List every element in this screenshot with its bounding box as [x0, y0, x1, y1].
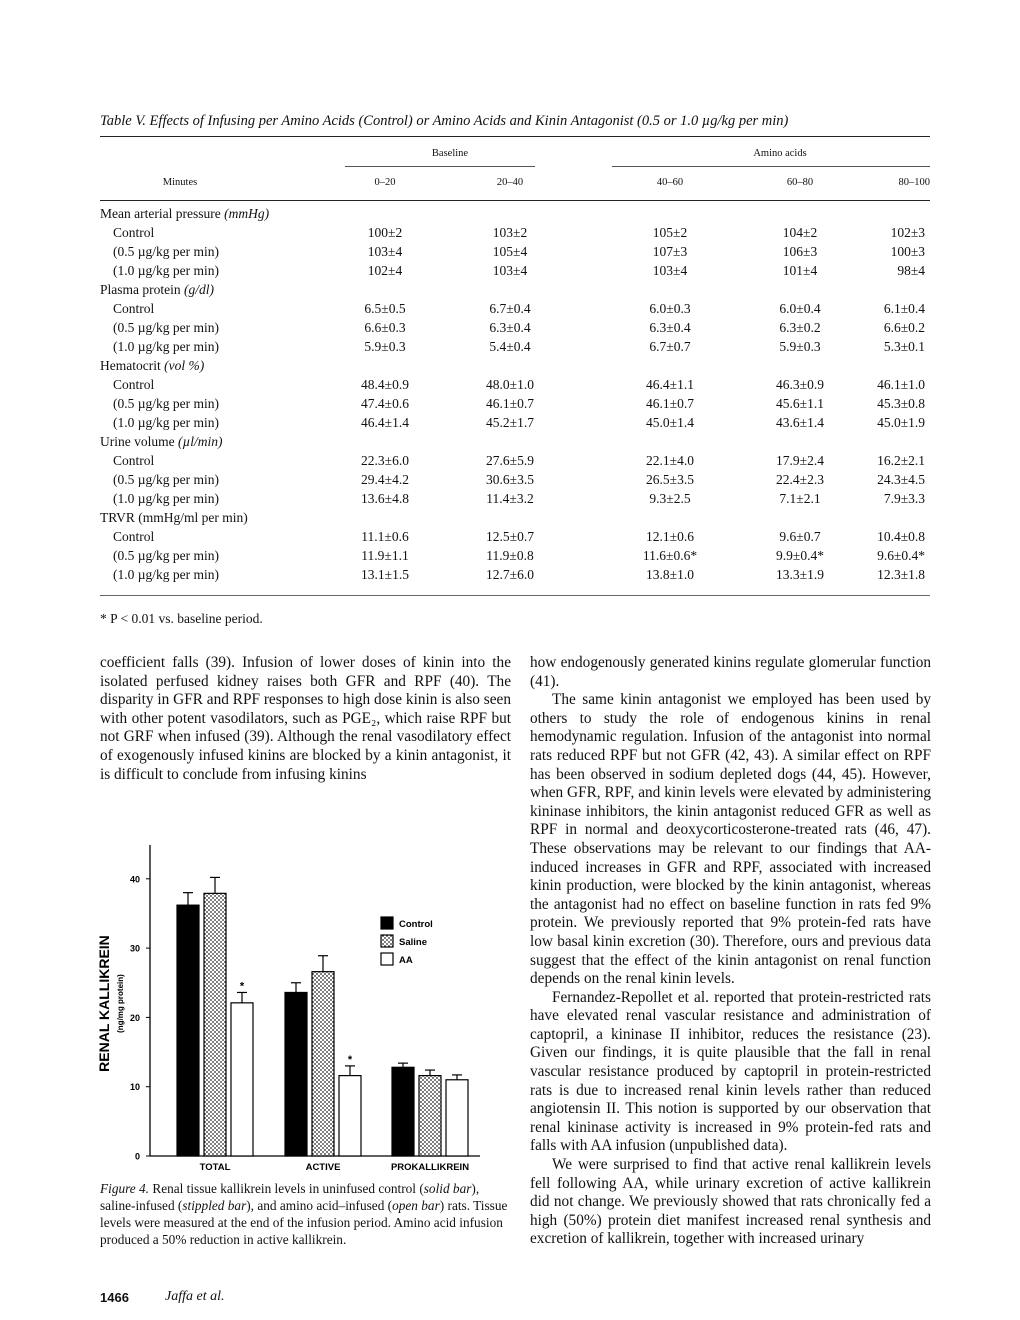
table-row: [100, 567, 930, 586]
table-cell: 43.6±1.4: [776, 415, 824, 430]
table-cell: 48.0±1.0: [486, 377, 534, 392]
table-cell: 5.9±0.3: [779, 339, 821, 354]
figure-label: Figure 4.: [100, 1181, 149, 1196]
row-label: Control: [113, 453, 155, 468]
y-tick-label: 20: [129, 1012, 140, 1023]
table-cell: 103±2: [492, 225, 528, 240]
table-cell: 6.3±0.4: [489, 320, 531, 335]
table-row: [100, 472, 930, 491]
table-cell: 103±4: [367, 244, 403, 259]
table-cell: 45.6±1.1: [776, 396, 824, 411]
table-section-header: [100, 206, 930, 225]
group-header-amino-acids: Amino acids: [753, 148, 807, 159]
table-cell: 46.1±0.7: [646, 396, 694, 411]
section-name: Urine volume: [100, 434, 175, 449]
column-header-minutes: Minutes: [162, 177, 198, 188]
table-cell: 17.9±2.4: [776, 453, 824, 468]
table-cell: 13.6±4.8: [361, 491, 409, 506]
table-row: [100, 529, 930, 548]
table-cell: 46.1±0.7: [486, 396, 534, 411]
table-row: [100, 396, 930, 415]
table-cell: 13.1±1.5: [361, 567, 409, 582]
left-column-text: [100, 654, 511, 784]
table-cell: 102±4: [367, 263, 403, 278]
table-row: [100, 263, 930, 282]
y-axis-label: RENAL KALLIKREIN: [96, 935, 112, 1072]
amino-acids-group-rule: [612, 166, 930, 167]
caption-fragment: solid bar: [423, 1181, 472, 1196]
significance-asterisk: *: [347, 1053, 353, 1066]
table-cell: 103±4: [652, 263, 688, 278]
section-name: TRVR (mmHg/ml per min): [100, 510, 248, 525]
significance-asterisk: *: [239, 980, 245, 993]
x-category-label: PROKALLIKREIN: [390, 1162, 470, 1173]
paragraph: The same kinin antagonist we employed has been used by others to study the role of endogenous kinins in renal hemodynamic regulation. Infusion of the antagonist into normal rats reduced RPF but not GFR (42, 43). A similar effect on RPF has been observed in sodium depleted dogs (44, 45). However, when GFR, RPF, and kinin levels were elevated by administering kininase inhibitors, the kinin antagonist reduced GFR as well as RPF in normal and deoxycorticosterone-treated rats (46, 47). These observations may be relevant to our findings that AA-induced increases in GFR and RPF, associated with increased kinin production, were blocked by the kinin antagonist, whereas the antagonist had no effect on baseline function in rats fed 9% protein. We previously reported that 9% protein-fed rats have low basal kinin excretion (30). Therefore, ours and previous data suggest that the effect of the kinin antagonist on renal function depends on the renal kinin levels.: [530, 691, 931, 988]
table-cell: 98±4: [897, 263, 925, 278]
table-cell: 105±2: [652, 225, 688, 240]
row-label: (1.0 µg/kg per min): [113, 491, 220, 506]
table-cell: 5.3±0.1: [883, 339, 925, 354]
column-header: 80–100: [898, 177, 930, 188]
table-row: [100, 301, 930, 320]
table-cell: 11.9±1.1: [361, 548, 409, 563]
table-cell: 30.6±3.5: [486, 472, 534, 487]
section-label: [100, 510, 248, 526]
table-cell: 11.9±0.8: [486, 548, 534, 563]
table-row: [100, 548, 930, 567]
table-cell: 29.4±4.2: [361, 472, 409, 487]
caption-fragment: ), saline-infused (: [100, 1181, 480, 1213]
row-label: (1.0 µg/kg per min): [113, 263, 220, 278]
section-label: [100, 206, 269, 222]
right-column-text: [530, 654, 931, 1249]
table-cell: 7.9±3.3: [883, 491, 925, 506]
table-cell: 100±2: [367, 225, 403, 240]
legend-swatch-control: [381, 917, 393, 929]
group-header-baseline: Baseline: [431, 148, 469, 159]
section-unit: (g/dl): [184, 282, 214, 297]
table-cell: 6.5±0.5: [364, 301, 406, 316]
table-cell: 9.3±2.5: [649, 491, 691, 506]
table-cell: 6.3±0.4: [649, 320, 691, 335]
table-cell: 10.4±0.8: [877, 529, 925, 544]
table-cell: 12.1±0.6: [646, 529, 694, 544]
table-cell: 13.8±1.0: [646, 567, 694, 582]
table-row: [100, 225, 930, 244]
caption-fragment: Renal tissue kallikrein levels in uninfused control (: [149, 1181, 424, 1196]
bar-aa-active: [339, 1076, 361, 1156]
paragraph: how endogenously generated kinins regulate glomerular function (41).: [530, 654, 931, 690]
table-cell: 46.3±0.9: [776, 377, 824, 392]
table-cell: 104±2: [782, 225, 818, 240]
table-cell: 45.2±1.7: [486, 415, 534, 430]
table-cell: 5.4±0.4: [489, 339, 531, 354]
paragraph: coefficient falls (39). Infusion of lower doses of kinin into the isolated perfused kidney raises both GFR and RPF (40). The disparity in GFR and RPF responses to high dose kinin is also seen with other potent vasodilators, such as PGE₂, which raise RPF but not GRF when infused (39). Although the renal vasodilatory effect of exogenously infused kinins are blocked by a kinin antagonist, it is difficult to conclude from infusing kinins: [100, 654, 511, 783]
legend-label: AA: [399, 955, 413, 966]
table-cell: 105±4: [492, 244, 528, 259]
row-label: Control: [113, 529, 155, 544]
legend-label: Control: [399, 919, 433, 930]
column-header: 20–40: [496, 177, 524, 188]
table-row: [100, 244, 930, 263]
bar-saline-prokallikrein: [419, 1076, 441, 1156]
table-cell: 6.7±0.4: [489, 301, 531, 316]
table-cell: 26.5±3.5: [646, 472, 694, 487]
table-section-header: [100, 282, 930, 301]
table-cell: 5.9±0.3: [364, 339, 406, 354]
row-label: (0.5 µg/kg per min): [113, 320, 220, 335]
table-cell: 45.0±1.4: [646, 415, 694, 430]
column-header: 0–20: [374, 177, 396, 188]
section-unit: (vol %): [164, 358, 205, 373]
table-row: [100, 491, 930, 510]
table-cell: 7.1±2.1: [779, 491, 821, 506]
figure-caption-body: [100, 1181, 507, 1247]
table-cell: 45.3±0.8: [877, 396, 925, 411]
row-label: Control: [113, 225, 155, 240]
table-row: [100, 453, 930, 472]
table-title: Table V. Effects of Infusing per Amino Acids (Control) or Amino Acids and Kinin Antagonist (0.5 or 1.0 µg/kg per min): [100, 113, 789, 129]
y-axis-sublabel: (ng/mg protein): [116, 974, 125, 1033]
table-cell: 45.0±1.9: [877, 415, 925, 430]
table-cell: 24.3±4.5: [877, 472, 925, 487]
table-cell: 48.4±0.9: [361, 377, 409, 392]
table-cell: 22.1±4.0: [646, 453, 694, 468]
table-cell: 9.6±0.7: [779, 529, 821, 544]
bar-saline-total: [204, 893, 226, 1156]
table-cell: 6.6±0.2: [883, 320, 925, 335]
caption-fragment: ), and amino acid–infused (: [246, 1198, 393, 1213]
table-cell: 6.6±0.3: [364, 320, 406, 335]
table-cell: 11.4±3.2: [486, 491, 534, 506]
header-bottom-rule: [100, 200, 930, 201]
table-cell: 100±3: [890, 244, 925, 259]
row-label: (1.0 µg/kg per min): [113, 567, 220, 582]
paragraph: We were surprised to find that active renal kallikrein levels fell following AA, while urinary excretion of active kallikrein did not change. We previously showed that rats chronically fed a high (50%) protein diet manifest increased renal synthesis and excretion of kallikrein, together with increased urinary: [530, 1156, 931, 1248]
table-cell: 22.3±6.0: [361, 453, 409, 468]
table-cell: 46.4±1.4: [361, 415, 409, 430]
table-top-rule: [100, 136, 930, 137]
table-cell: 6.7±0.7: [649, 339, 691, 354]
row-label: (0.5 µg/kg per min): [113, 244, 220, 259]
table-cell: 27.6±5.9: [486, 453, 534, 468]
bar-control-prokallikrein: [392, 1067, 414, 1156]
table-cell: 102±3: [890, 225, 925, 240]
table-cell: 9.6±0.4*: [877, 548, 925, 563]
table-row: [100, 415, 930, 434]
table-row: [100, 320, 930, 339]
running-head: Jaffa et al.: [165, 1289, 225, 1304]
y-tick-label: 30: [129, 943, 140, 954]
table-cell: 12.3±1.8: [877, 567, 925, 582]
row-label: (0.5 µg/kg per min): [113, 396, 220, 411]
baseline-group-rule: [345, 166, 535, 167]
table-section-header: [100, 434, 930, 453]
table-cell: 6.1±0.4: [883, 301, 925, 316]
bar-saline-active: [312, 972, 334, 1156]
table-bottom-rule: [100, 595, 930, 596]
section-name: Plasma protein: [100, 282, 181, 297]
section-unit: (µl/min): [177, 434, 223, 449]
caption-fragment: stippled bar: [182, 1198, 247, 1213]
row-label: (0.5 µg/kg per min): [113, 548, 220, 563]
table-cell: 107±3: [652, 244, 688, 259]
row-label: (1.0 µg/kg per min): [113, 415, 220, 430]
legend-swatch-saline: [381, 935, 393, 947]
y-tick-label: 40: [129, 874, 140, 885]
table-cell: 46.4±1.1: [646, 377, 694, 392]
table-cell: 106±3: [782, 244, 818, 259]
x-category-label: ACTIVE: [305, 1162, 341, 1173]
y-tick-label: 10: [129, 1082, 140, 1093]
section-label: [100, 434, 223, 450]
table-cell: 47.4±0.6: [361, 396, 409, 411]
table-cell: 6.0±0.3: [649, 301, 691, 316]
row-label: Control: [113, 377, 155, 392]
caption-fragment: ) rats. Tissue levels were measured at the end of the infusion period. Amino acid infusion produced a 50% reduction in active kallikrein.: [100, 1198, 508, 1247]
table-cell: 12.5±0.7: [486, 529, 534, 544]
section-name: Hematocrit: [100, 358, 161, 373]
table-section-header: [100, 510, 930, 529]
x-category-label: TOTAL: [199, 1162, 231, 1173]
table-cell: 22.4±2.3: [776, 472, 824, 487]
table-section-header: [100, 358, 930, 377]
section-label: [100, 282, 214, 298]
legend-label: Saline: [399, 937, 427, 948]
row-label: (0.5 µg/kg per min): [113, 472, 220, 487]
table-cell: 12.7±6.0: [486, 567, 534, 582]
column-header: 60–80: [786, 177, 814, 188]
table-footnote: * P < 0.01 vs. baseline period.: [100, 611, 263, 626]
table-cell: 11.6±0.6*: [642, 548, 698, 563]
kallikrein-bar-chart: [90, 835, 490, 1175]
table-cell: 11.1±0.6: [361, 529, 409, 544]
table-cell: 6.0±0.4: [779, 301, 821, 316]
y-tick-label: 0: [134, 1151, 140, 1162]
caption-fragment: open bar: [392, 1198, 440, 1213]
table-cell: 6.3±0.2: [779, 320, 821, 335]
bar-aa-total: [231, 1003, 253, 1156]
table-cell: 46.1±1.0: [877, 377, 925, 392]
table-cell: 13.3±1.9: [776, 567, 824, 582]
bar-control-total: [177, 905, 199, 1156]
section-name: Mean arterial pressure: [100, 206, 221, 221]
bar-aa-prokallikrein: [446, 1080, 468, 1156]
bar-control-active: [285, 992, 307, 1156]
legend-swatch-aa: [381, 953, 393, 965]
table-row: [100, 377, 930, 396]
table-cell: 101±4: [782, 263, 818, 278]
table-cell: 103±4: [492, 263, 528, 278]
paragraph: Fernandez-Repollet et al. reported that protein-restricted rats have elevated renal vascular resistance and administration of captopril, a kininase II inhibitor, reduces the resistance (23). Given our findings, it is quite plausible that the fall in renal vascular resistance produced by captopril in protein-restricted rats is due to increased renal kinin levels rather than reduced angiotensin II. This notion is supported by our observation that renal kininase activity is increased in 9% protein-fed rats and falls with AA infusion (unpublished data).: [530, 988, 931, 1155]
row-label: Control: [113, 301, 155, 316]
table-cell: 16.2±2.1: [877, 453, 925, 468]
row-label: (1.0 µg/kg per min): [113, 339, 220, 354]
table-row: [100, 339, 930, 358]
figure-caption: [100, 1180, 510, 1248]
page-number: 1466: [100, 1290, 129, 1305]
column-header: 40–60: [656, 177, 684, 188]
table-cell: 9.9±0.4*: [776, 548, 824, 563]
section-unit: (mmHg): [224, 206, 270, 221]
section-label: [100, 358, 204, 374]
